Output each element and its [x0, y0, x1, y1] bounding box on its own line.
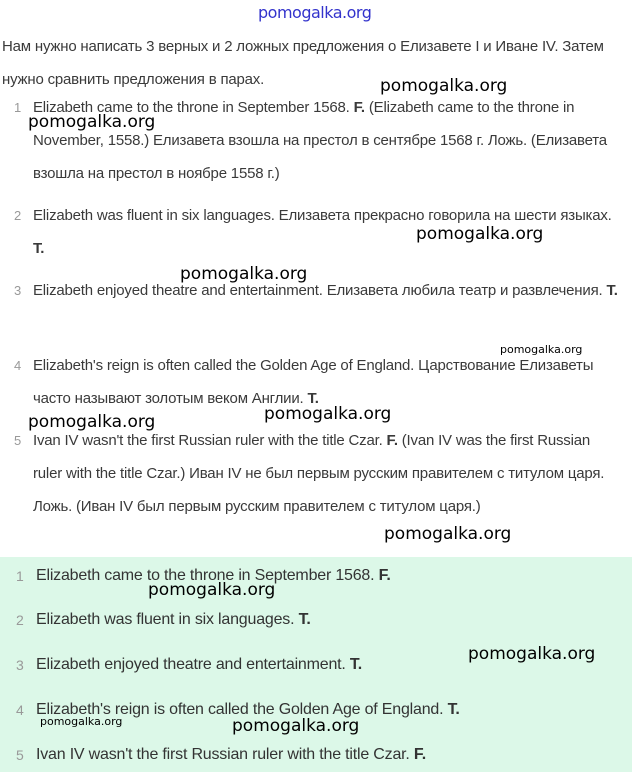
list-item: [0, 91, 620, 190]
watermark: pomogalka.org: [180, 264, 308, 284]
item-text: Elizabeth's reign is often called the Golden Age of England. Царствование Елизаветы часто называют золотым веком Англии.: [33, 357, 594, 407]
item-number: 4: [16, 702, 24, 718]
item-text-rest: (Elizabeth came to the throne in November, 1558.) Елизавета взошла на престол в сентябре 1568 г. Ложь. (Елизавета взошла на престол в ноябре 1558 г.): [33, 99, 607, 182]
watermark: pomogalka.org: [148, 580, 276, 600]
item-number: 2: [16, 612, 24, 628]
item-text: Elizabeth enjoyed theatre and entertainment. Елизавета любила театр и развлечения.: [33, 282, 607, 299]
watermark: pomogalka.org: [40, 715, 123, 728]
watermark: pomogalka.org: [28, 112, 156, 132]
item-text: Elizabeth was fluent in six languages.: [36, 611, 299, 628]
watermark: pomogalka.org: [384, 524, 512, 544]
summary-item: [0, 609, 311, 631]
item-number: 5: [14, 433, 22, 448]
watermark: pomogalka.org: [380, 76, 508, 96]
watermark: pomogalka.org: [28, 412, 156, 432]
list-item: [0, 424, 620, 523]
header-watermark: pomogalka.org: [258, 3, 372, 22]
watermark: pomogalka.org: [416, 224, 544, 244]
item-mark: T.: [307, 390, 319, 407]
item-number: 3: [16, 657, 24, 673]
item-number: 2: [14, 208, 22, 223]
summary-panel: [0, 557, 632, 772]
item-mark: T.: [447, 701, 460, 718]
item-number: 1: [14, 100, 22, 115]
item-text: Elizabeth came to the throne in September 1568.: [36, 567, 379, 584]
item-mark: T.: [349, 656, 362, 673]
item-text: Ivan IV wasn't the first Russian ruler with the title Czar.: [33, 432, 387, 449]
item-mark: F.: [353, 99, 365, 116]
item-mark: F.: [386, 432, 398, 449]
watermark: pomogalka.org: [468, 644, 596, 664]
watermark: pomogalka.org: [232, 716, 360, 736]
watermark: pomogalka.org: [500, 343, 583, 356]
item-text: Elizabeth came to the throne in September 1568.: [33, 99, 354, 116]
item-text-rest: (Ivan IV was the first Russian ruler with the title Czar.) Иван IV не был первым русским правителем с титулом царя. Ложь. (Иван IV был первым русским правителем с титулом царя.): [33, 432, 605, 515]
item-mark: T.: [606, 282, 618, 299]
item-text: Elizabeth was fluent in six languages. Елизавета прекрасно говорила на шести языках.: [33, 207, 612, 224]
item-text: Elizabeth's reign is often called the Golden Age of England.: [36, 701, 448, 718]
summary-item: [0, 744, 426, 766]
watermark: pomogalka.org: [264, 404, 392, 424]
item-mark: T.: [33, 240, 45, 257]
item-text: Elizabeth enjoyed theatre and entertainment.: [36, 656, 350, 673]
item-number: 3: [14, 283, 22, 298]
summary-item: [0, 654, 362, 676]
item-mark: T.: [298, 611, 311, 628]
item-number: 5: [16, 747, 24, 763]
list-item: [0, 274, 620, 307]
item-number: 4: [14, 358, 22, 373]
intro-text: Нам нужно написать 3 верных и 2 ложных предложения о Елизавете I и Иване IV. Затем нужно сравнить предложения в парах.: [2, 38, 604, 88]
item-mark: F.: [378, 567, 391, 584]
item-text: Ivan IV wasn't the first Russian ruler with the title Czar.: [36, 746, 414, 763]
item-number: 1: [16, 568, 24, 584]
item-mark: F.: [413, 746, 426, 763]
